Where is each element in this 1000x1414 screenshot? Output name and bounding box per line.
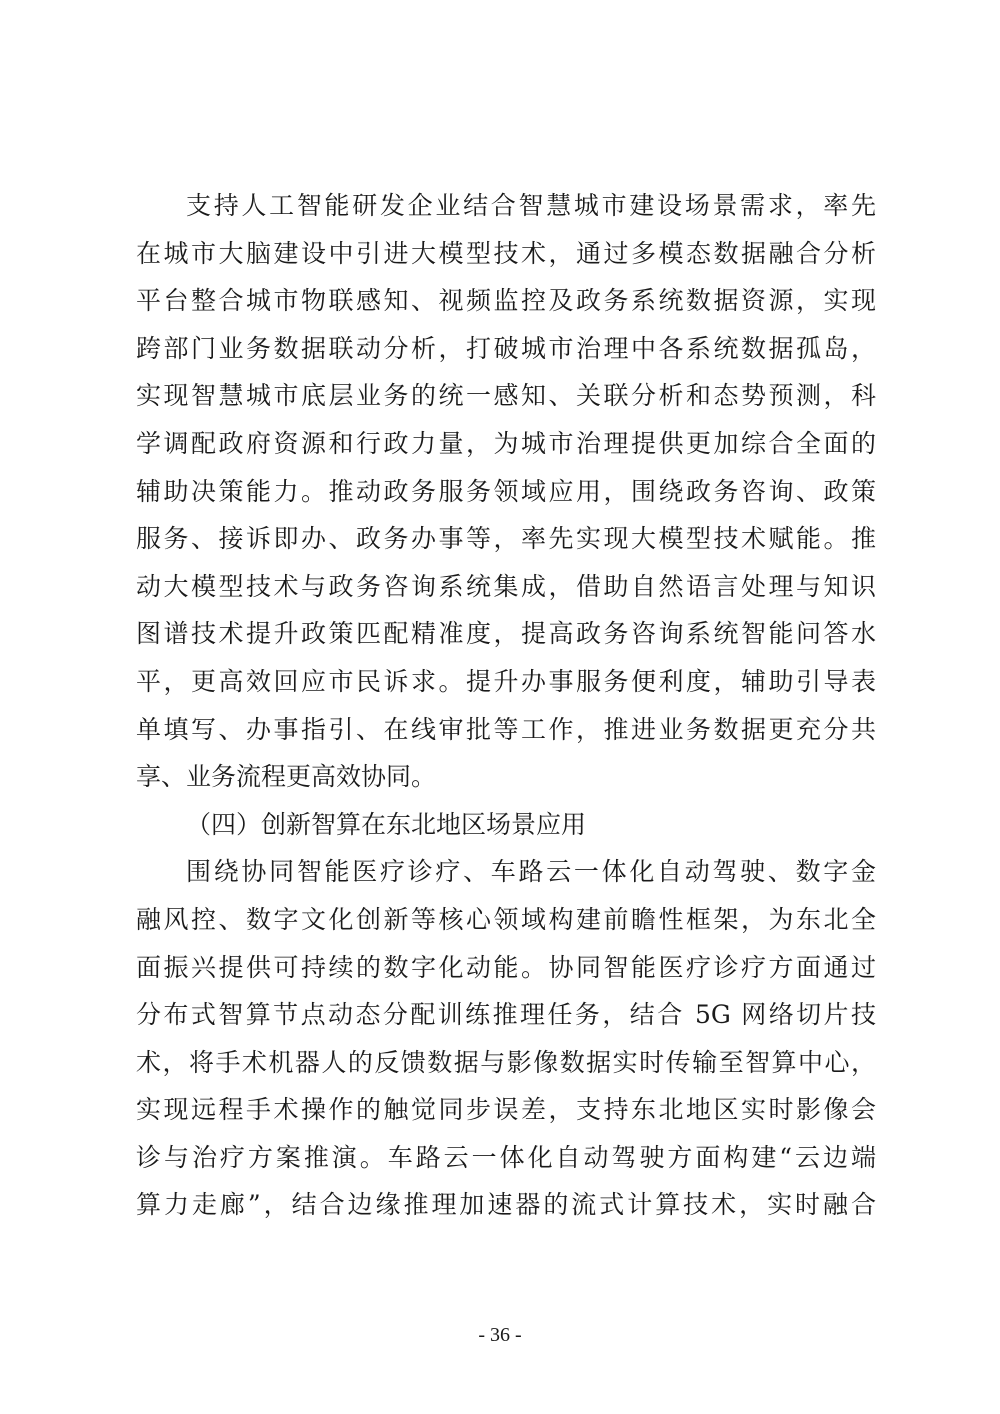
text-line: 跨部门业务数据联动分析，打破城市治理中各系统数据孤岛， [136,333,876,363]
text-line: 动大模型技术与政务咨询系统集成，借助自然语言处理与知识 [136,571,876,601]
text-line: 诊与治疗方案推演。车路云一体化自动驾驶方面构建“云边端 [136,1142,876,1172]
text-line: 围绕协同智能医疗诊疗、车路云一体化自动驾驶、数字金 [186,857,876,887]
text-line: 平，更高效回应市民诉求。提升办事服务便利度，辅助引导表 [136,666,876,696]
text-line: 支持人工智能研发企业结合智慧城市建设场景需求，率先 [186,191,876,220]
text-line: 融风控、数字文化创新等核心领域构建前瞻性框架，为东北全 [136,904,876,934]
text-line: 算力走廊”，结合边缘推理加速器的流式计算技术，实时融合 [136,1190,876,1220]
section-heading: （四）创新智算在东北地区场景应用 [186,809,587,839]
paragraph-northeast [136,848,876,1229]
page-number: - 36 - [478,1324,522,1346]
text-line: 平台整合城市物联感知、视频监控及政务系统数据资源，实现 [136,286,876,316]
text-line: 面振兴提供可持续的数字化动能。协同智能医疗诊疗方面通过 [136,952,876,982]
text-line: 实现远程手术操作的触觉同步误差，支持东北地区实时影像会 [136,1095,876,1125]
text-line: 分布式智算节点动态分配训练推理任务，结合 5G 网络切片技 [136,1000,876,1030]
text-line: 术，将手术机器人的反馈数据与影像数据实时传输至智算中心， [136,1047,876,1077]
text-line: 实现智慧城市底层业务的统一感知、关联分析和态势预测，科 [136,381,876,411]
document-body [136,182,876,1229]
text-line: 辅助决策能力。推动政务服务领域应用，围绕政务咨询、政策 [136,476,876,506]
text-line: 单填写、办事指引、在线审批等工作，推进业务数据更充分共 [136,714,876,744]
text-line: 在城市大脑建设中引进大模型技术，通过多模态数据融合分析 [136,238,876,268]
text-line: 享、业务流程更高效协同。 [136,762,437,792]
paragraph-smart-city [136,182,876,801]
text-line: 图谱技术提升政策匹配精准度，提高政务咨询系统智能问答水 [136,619,876,649]
text-line: 学调配政府资源和行政力量，为城市治理提供更加综合全面的 [136,428,876,458]
text-line: 服务、接诉即办、政务办事等，率先实现大模型技术赋能。推 [136,524,876,554]
